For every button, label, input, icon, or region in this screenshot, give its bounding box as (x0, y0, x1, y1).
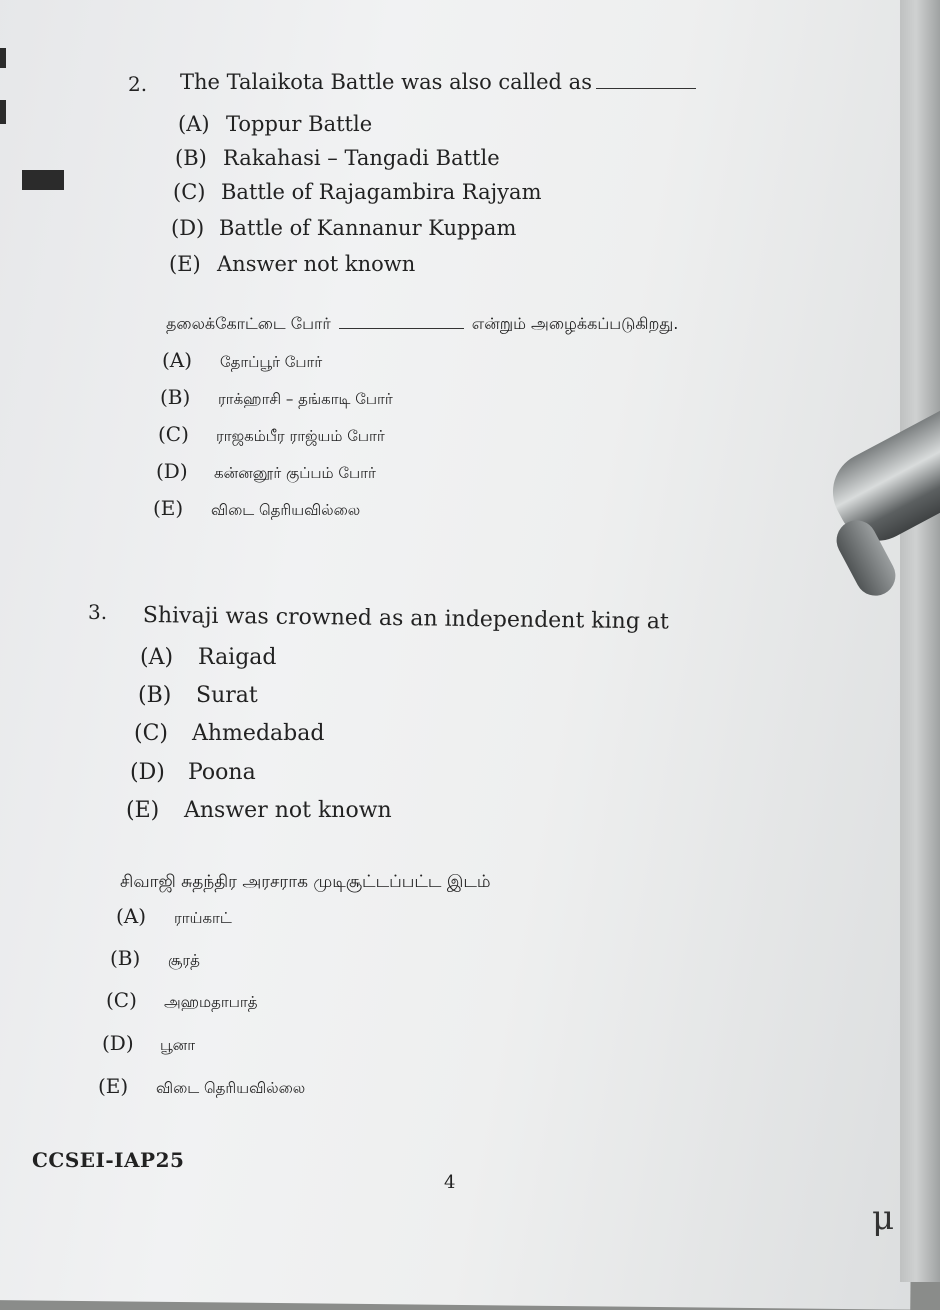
paper-code: CCSEI-IAP25 (32, 1148, 185, 1172)
option: (A) Raigad (140, 645, 277, 670)
option: (D) Poona (130, 760, 256, 785)
option: (C) Battle of Rajagambira Rajyam (173, 180, 542, 204)
tamil-option: (A) தோப்பூர் போர் (162, 348, 323, 372)
tamil-option: (E) விடை தெரியவில்லை (153, 496, 361, 520)
option: (A) Toppur Battle (178, 112, 373, 136)
tamil-option: (B) ராக்ஹாசி – தங்காடி போர் (160, 385, 393, 409)
option: (B) Rakahasi – Tangadi Battle (175, 146, 500, 170)
option: (D) Battle of Kannanur Kuppam (171, 216, 517, 240)
tamil-option: (C) அஹமதாபாத் (106, 988, 258, 1012)
corner-mark: μ (872, 1198, 895, 1238)
option: (E) Answer not known (169, 252, 416, 276)
question-number: 3. (88, 600, 108, 624)
answer-blank (596, 74, 696, 89)
question-text: The Talaikota Battle was also called as (180, 70, 696, 94)
tamil-option: (D) கன்னனூர் குப்பம் போர் (156, 459, 376, 483)
question-number: 2. (128, 72, 148, 96)
tamil-question-text: சிவாஜி சுதந்திர அரசராக முடிசூட்டப்பட்ட இடம் (120, 872, 491, 892)
tamil-question-text: தலைக்கோட்டை போர் என்றும் அழைக்கப்படுகிறது. (166, 314, 679, 333)
option: (B) Surat (138, 683, 258, 708)
tamil-option: (C) ராஜகம்பீர ராஜ்யம் போர் (158, 422, 385, 446)
answer-blank (339, 318, 464, 329)
tamil-option: (D) பூனா (102, 1031, 196, 1055)
tamil-option: (B) சூரத் (110, 946, 200, 970)
question-text: Shivaji was crowned as an independent king at (142, 603, 669, 635)
page-number: 4 (444, 1172, 456, 1193)
option: (C) Ahmedabad (134, 721, 325, 746)
tamil-option: (E) விடை தெரியவில்லை (98, 1074, 306, 1098)
tamil-option: (A) ராய்காட் (116, 904, 232, 928)
option: (E) Answer not known (126, 798, 392, 823)
